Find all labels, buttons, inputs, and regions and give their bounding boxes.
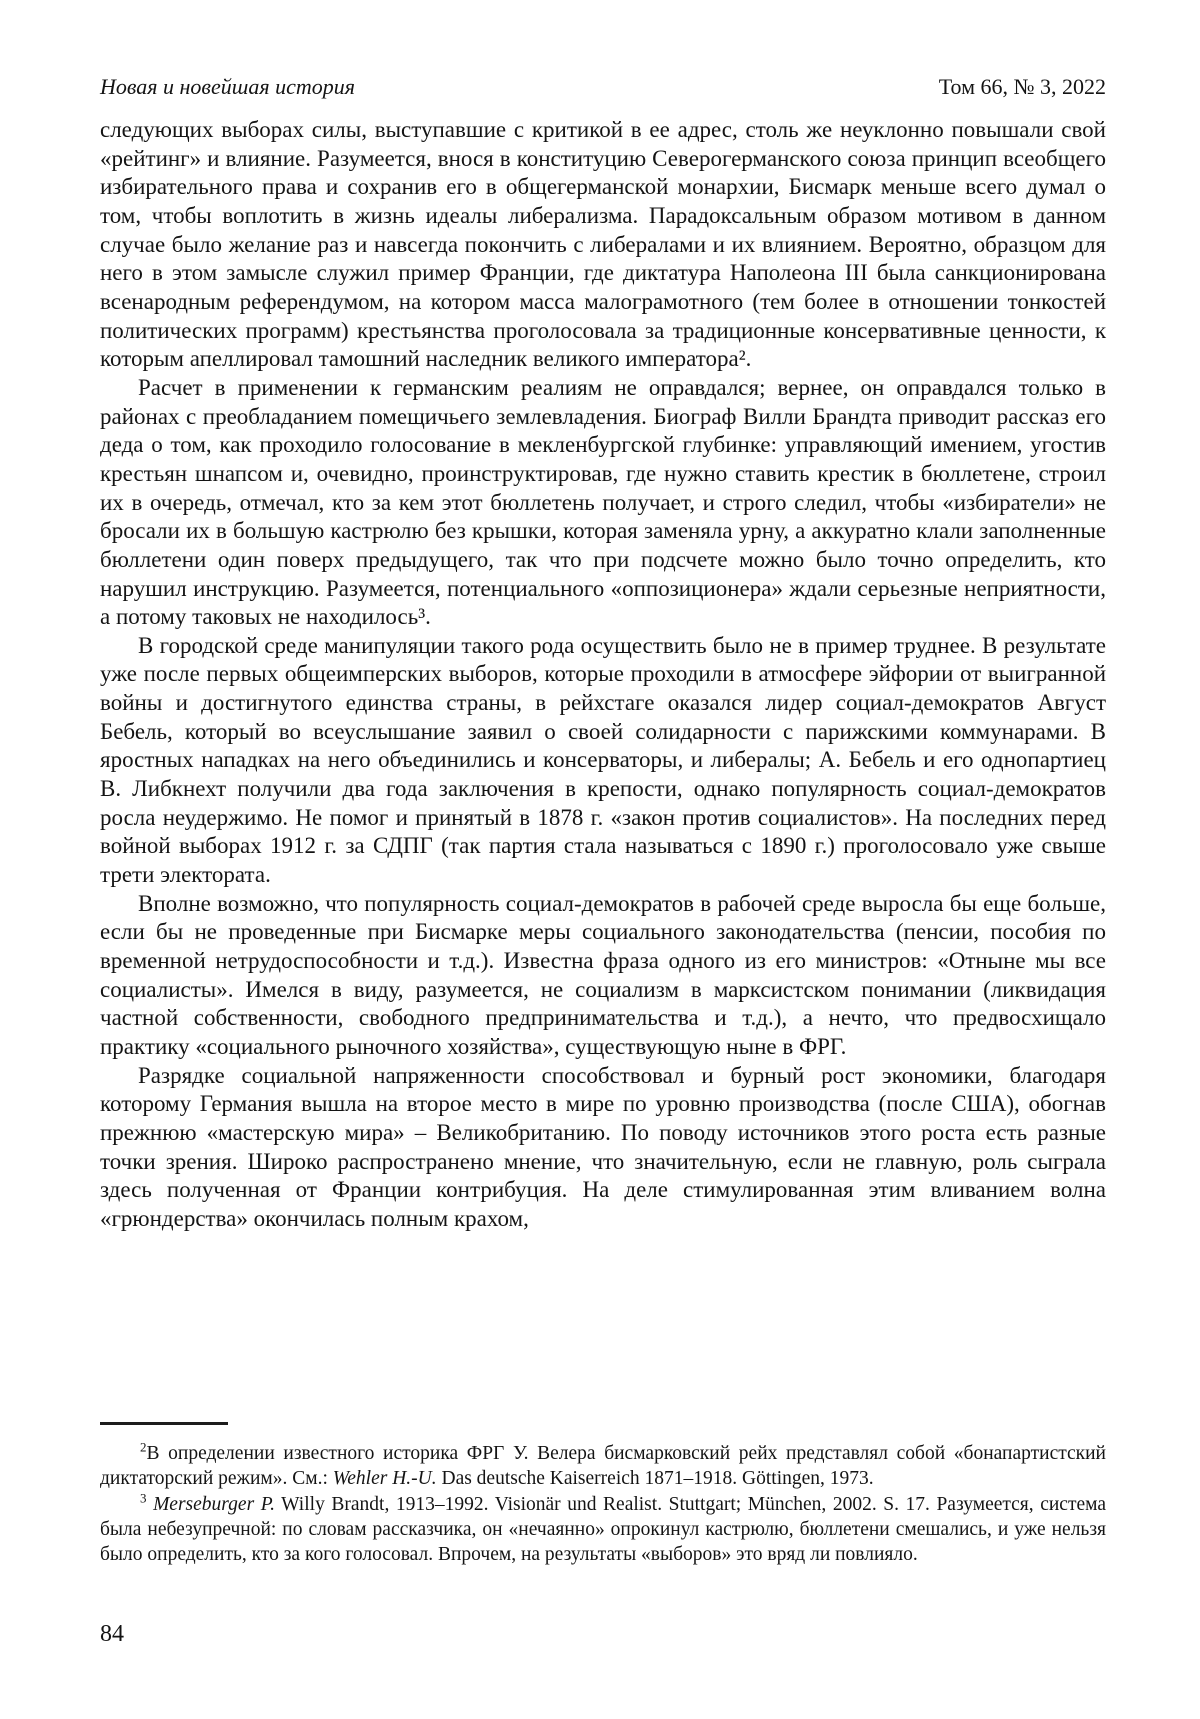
journal-title: Новая и новейшая история	[100, 74, 355, 99]
footnote-separator	[100, 1422, 228, 1425]
footnote-text: Das deutsche Kaiserreich 1871–1918. Göttingen, 1973.	[436, 1468, 874, 1490]
footnotes	[100, 1441, 1106, 1567]
article-body	[100, 116, 1106, 1234]
footnote	[100, 1492, 1106, 1568]
footnote-reference-authors: Merseburger P.	[153, 1493, 275, 1515]
page-header	[100, 74, 1106, 100]
paragraph: В городской среде манипуляции такого рода осуществить было не в пример труднее. В результате уже после первых общеимперских выборов, которые проходили в атмосфере эйфории от выигранной войны и достигнутого единства страны, в рейхстаге оказался лидер социал-демократов Август Бебель, который во всеуслышание заявил о своей солидарности с парижскими коммунарами. В яростных нападках на него объединились и консерваторы, и либералы; А. Бебель и его однопартиец В. Либкнехт получили два года заключения в крепости, однако популярность социал-демократов росла неудержимо. Не помог и принятый в 1878 г. «закон против социалистов». На последних перед войной выборах 1912 г. за СДПГ (так партия стала называться с 1890 г.) проголосовало уже свыше трети электората.	[100, 632, 1106, 888]
footnote-reference-authors: Wehler H.-U.	[332, 1468, 437, 1490]
footnote	[100, 1441, 1106, 1492]
page-number: 84	[100, 1621, 124, 1647]
footnote-text: Willy Brandt, 1913–1992. Visionär und Realist. Stuttgart; München, 2002. S. 17. Разумеется, система была небезупречной: по словам рассказчика, он «нечаянно» опрокинул кастрюлю, бюллетени смешались, и уже нельзя было определить, кто за кого голосовал. Впрочем, на результаты «выборов» это вряд ли повлияло.	[100, 1493, 1106, 1566]
paragraph: Расчет в применении к германским реалиям не оправдался; вернее, он оправдался только в районах с преобладанием помещичьего землевладения. Биограф Вилли Брандта приводит рассказ его деда о том, как проходило голосование в мекленбургской глубинке: управляющий имением, угостив крестьян шнапсом и, очевидно, проинструктировав, где нужно ставить крестик в бюллетене, строил их в очередь, отмечал, кто за кем этот бюллетень получает, и строго следил, чтобы «избиратели» не бросали их в большую кастрюлю без крышки, которая заменяла урну, а аккуратно клали заполненные бюллетени один поверх предыдущего, так что при подсчете можно было точно определить, кто нарушил инструкцию. Разумеется, потенциального «оппозиционера» ждали серьезные неприятности, а потому таковых не находилось³.	[100, 374, 1106, 630]
paragraph: Вполне возможно, что популярность социал-демократов в рабочей среде выросла бы еще больше, если бы не проведенные при Бисмарке меры социального законодательства (пенсии, пособия по временной нетрудоспособности и т.д.). Известна фраза одного из его министров: «Отныне мы все социалисты». Имелся в виду, разумеется, не социализм в марксистском понимании (ликвидация частной собственности, свободного предпринимательства и т.д.), а нечто, что предвосхищало практику «социального рыночного хозяйства», существующую ныне в ФРГ.	[100, 890, 1106, 1059]
footnote-marker: 2	[140, 1439, 147, 1455]
footnote-marker: 3	[140, 1490, 147, 1506]
paragraph: следующих выборах силы, выступавшие с критикой в ее адрес, столь же неуклонно повышали свой «рейтинг» и влияние. Разумеется, внося в конституцию Северогерманского союза принцип всеобщего избирательного права и сохранив его в общегерманской монархии, Бисмарк меньше всего думал о том, чтобы воплотить в жизнь идеалы либерализма. Парадоксальным образом мотивом в данном случае было желание раз и навсегда покончить с либералами и их влиянием. Вероятно, образцом для него в этом замысле служил пример Франции, где диктатура Наполеона III была санкционирована всенародным референдумом, на котором масса малограмотного (тем более в отношении тонкостей политических программ) крестьянства проголосовала за традиционные консервативные ценности, к которым апеллировал тамошний наследник великого императора².	[100, 117, 1106, 372]
paragraph: Разрядке социальной напряженности способствовал и бурный рост экономики, благодаря которому Германия вышла на второе место в мире по уровню производства (после США), обогнав прежнюю «мастерскую мира» – Великобританию. По поводу источников этого роста есть разные точки зрения. Широко распространено мнение, что значительную, если не главную, роль сыграла здесь полученная от Франции контрибуция. На деле стимулированная этим вливанием волна «грюндерства» окончилась полным крахом,	[100, 1062, 1106, 1231]
footnote-text: В определении известного историка ФРГ У. Велера бисмарковский рейх представлял собой «бонапартистский диктаторский режим». См.:	[100, 1443, 1106, 1490]
issue-info: Том 66, № 3, 2022	[938, 74, 1106, 99]
